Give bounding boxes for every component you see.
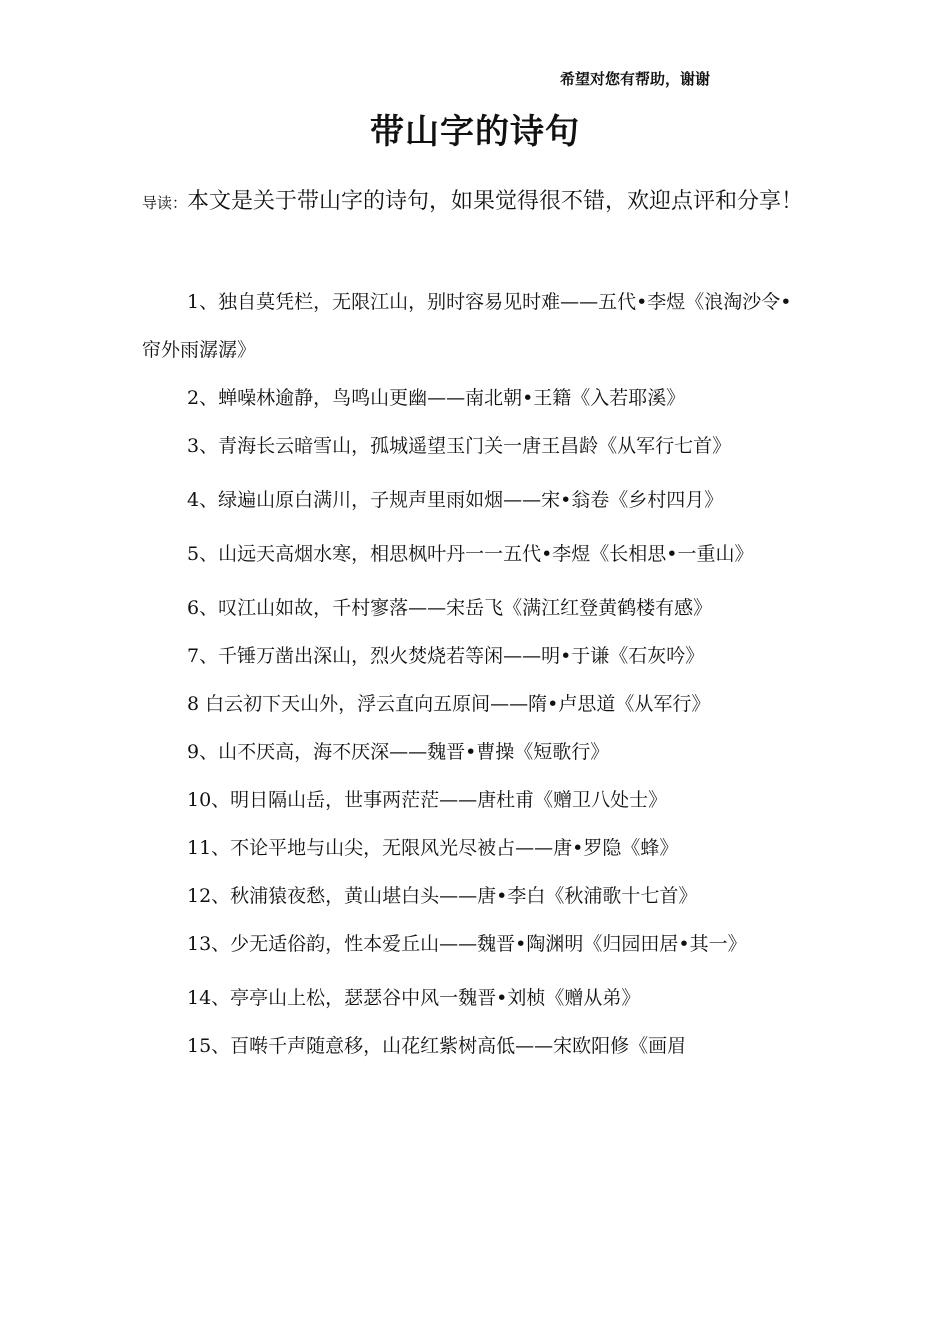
poem-line-14: 14、亭亭山上松，瑟瑟谷中风一魏晋•刘桢《赠从弟》 xyxy=(187,987,641,1009)
poem-line-5: 5、山远天高烟水寒，相思枫叶丹一一五代•李煜《长相思•一重山》 xyxy=(187,543,754,565)
poem-line-12: 12、秋浦猿夜愁，黄山堪白头——唐•李白《秋浦歌十七首》 xyxy=(187,885,698,907)
poem-line-11: 11、不论平地与山尖，无限风光尽被占——唐•罗隐《蜂》 xyxy=(187,837,679,859)
poem-line-15: 15、百啭千声随意移，山花红紫树高低——宋欧阳修《画眉 xyxy=(187,1035,687,1057)
poem-line-9: 9、山不厌高，海不厌深——魏晋•曹操《短歌行》 xyxy=(187,741,610,763)
intro-paragraph xyxy=(142,178,812,227)
document-title: 带山字的诗句 xyxy=(370,112,580,152)
poem-line-4: 4、绿遍山原白满川，子规声里雨如烟——宋•翁卷《乡村四月》 xyxy=(187,489,724,511)
poem-line-3: 3、青海长云暗雪山，孤城遥望玉门关一唐王昌龄《从军行七首》 xyxy=(187,435,732,457)
header-note: 希望对您有帮助，谢谢 xyxy=(560,70,711,88)
poem-line-1: 1、独自莫凭栏，无限江山，别时容易见时难——五代•李煜《浪淘沙令•帘外雨潺潺》 xyxy=(142,291,792,361)
poem-line-13: 13、少无适俗韵，性本爱丘山——魏晋•陶渊明《归园田居•其一》 xyxy=(187,933,747,955)
poem-line-7: 7、千锤万凿出深山，烈火焚烧若等闲——明•于谦《石灰吟》 xyxy=(187,645,705,667)
poem-line-10: 10、明日隔山岳，世事两茫茫——唐杜甫《赠卫八处士》 xyxy=(187,789,668,811)
intro-label: 导读： xyxy=(142,194,188,212)
intro-text: 本文是关于带山字的诗句，如果觉得很不错，欢迎点评和分享！ xyxy=(187,189,804,214)
poem-line-2: 2、蝉噪林逾静，鸟鸣山更幽——南北朝•王籍《入若耶溪》 xyxy=(187,387,686,409)
poem-line-8: 8 白云初下天山外，浮云直向五原间——隋•卢思道《从军行》 xyxy=(187,693,711,715)
poem-line-6: 6、叹江山如故，千村寥落——宋岳飞《满江红登黄鹤楼有感》 xyxy=(187,597,713,619)
poem-list xyxy=(142,278,792,1070)
